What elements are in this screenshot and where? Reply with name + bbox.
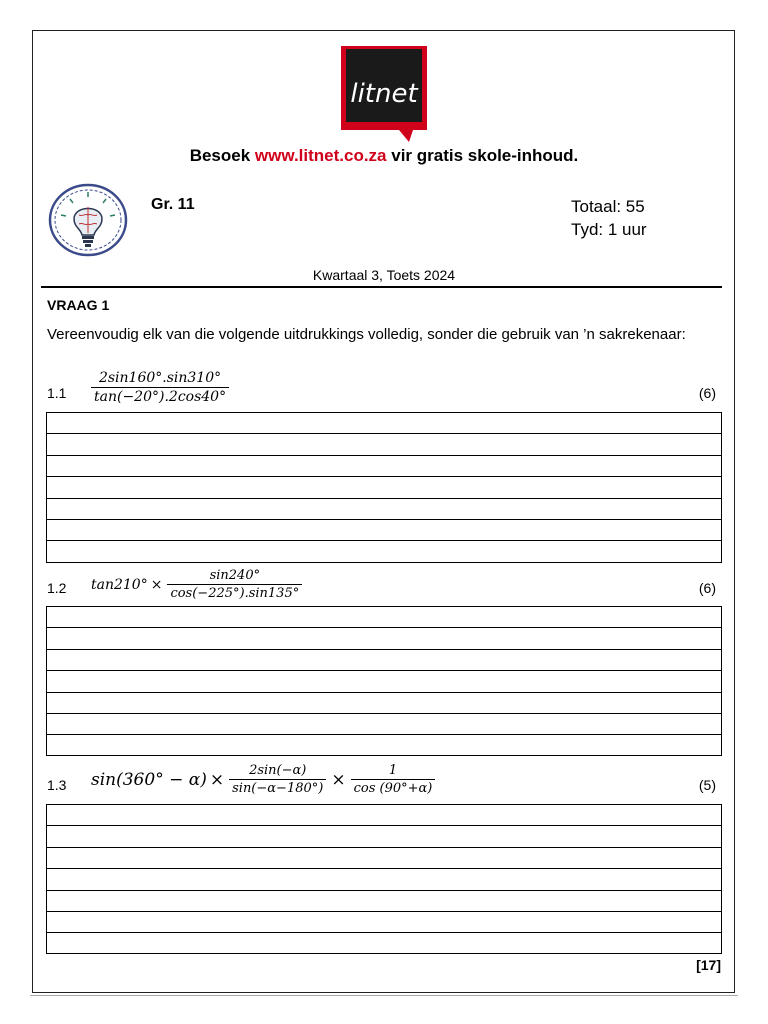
part-marks: (6) (698, 580, 716, 596)
answer-line[interactable] (47, 869, 721, 890)
expression-1-2 (91, 568, 304, 601)
time-label: Tyd: 1 uur (571, 220, 647, 239)
answer-area-1-3[interactable] (46, 804, 722, 954)
fraction (167, 568, 302, 601)
fraction (351, 763, 436, 796)
answer-line[interactable] (47, 735, 721, 756)
answer-line[interactable] (47, 477, 721, 498)
answer-area-1-2[interactable] (46, 606, 722, 756)
litnet-logo (339, 44, 429, 144)
fraction (91, 370, 229, 405)
answer-line[interactable] (47, 434, 721, 455)
denominator: sin(−α−180°) (229, 779, 326, 796)
answer-line[interactable] (47, 541, 721, 562)
term-label: Kwartaal 3, Toets 2024 (312, 267, 456, 283)
part-number: 1.1 (47, 385, 67, 401)
header-rule (41, 286, 722, 288)
answer-line[interactable] (47, 499, 721, 520)
totals-block (571, 195, 647, 241)
visit-prefix: Besoek (189, 146, 251, 165)
fraction (229, 763, 326, 796)
denominator: cos (90°+α) (351, 779, 436, 796)
answer-line[interactable] (47, 413, 721, 434)
grade-label: Gr. 11 (151, 196, 195, 213)
answer-line[interactable] (47, 848, 721, 869)
answer-line[interactable] (47, 607, 721, 628)
answer-line[interactable] (47, 933, 721, 954)
total-marks-label: Totaal: 55 (571, 197, 645, 216)
times-sign: × (209, 769, 225, 790)
answer-line[interactable] (47, 693, 721, 714)
logo-text: litnet (350, 79, 418, 109)
numerator: 2sin(−α) (249, 763, 307, 778)
litnet-link[interactable]: www.litnet.co.za (254, 146, 387, 165)
answer-area-1-1[interactable] (46, 412, 722, 563)
question-heading: VRAAG 1 (47, 297, 110, 313)
answer-line[interactable] (47, 650, 721, 671)
times-sign: × (150, 576, 163, 593)
part-marks: (6) (698, 385, 716, 401)
part-number: 1.2 (47, 580, 67, 596)
part-number: 1.3 (47, 777, 67, 793)
expression-1-1 (89, 370, 231, 405)
numerator: 1 (388, 763, 398, 778)
answer-line[interactable] (47, 628, 721, 649)
answer-line[interactable] (47, 456, 721, 477)
prefix-term: sin(360° − α) (91, 769, 207, 790)
visit-suffix: vir gratis skole-inhoud. (391, 146, 579, 165)
times-sign: × (331, 769, 346, 790)
answer-line[interactable] (47, 891, 721, 912)
denominator: cos(−225°).sin135° (167, 584, 302, 601)
numerator: sin240° (209, 568, 261, 583)
answer-line[interactable] (47, 826, 721, 847)
question-total: [17] (696, 957, 721, 973)
answer-line[interactable] (47, 805, 721, 826)
footer-rule (30, 995, 738, 996)
question-instruction: Vereenvoudig elk van die volgende uitdrukkings volledig, sonder die gebruik van ’n sakrekenaar: (47, 326, 686, 343)
answer-line[interactable] (47, 671, 721, 692)
prefix-term: tan210° (91, 576, 148, 593)
answer-line[interactable] (47, 912, 721, 933)
denominator: tan(−20°).2cos40° (91, 387, 229, 405)
brain-bulb-icon (48, 183, 128, 257)
numerator: 2sin160°.sin310° (98, 370, 222, 386)
part-marks: (5) (698, 777, 716, 793)
visit-line (0, 146, 768, 166)
expression-1-3 (91, 763, 437, 796)
answer-line[interactable] (47, 520, 721, 541)
answer-line[interactable] (47, 714, 721, 735)
